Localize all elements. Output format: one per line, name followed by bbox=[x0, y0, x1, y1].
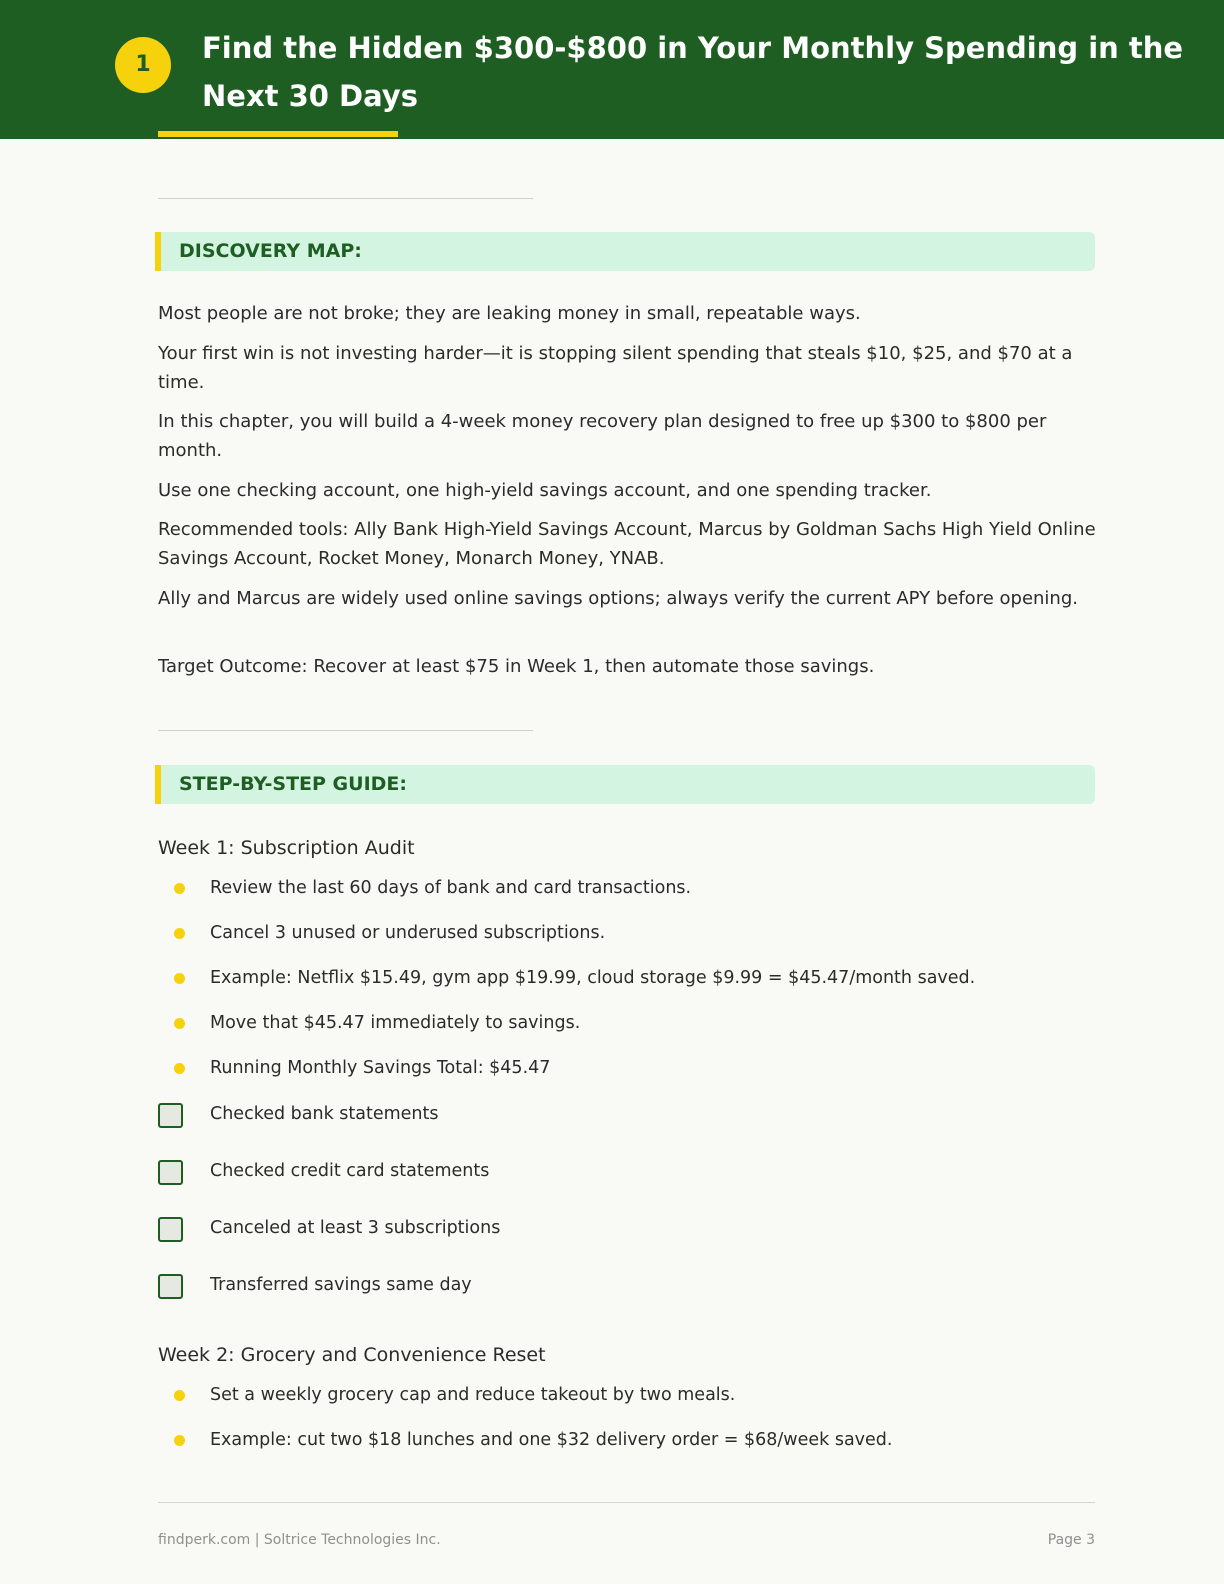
bullet-dot-icon bbox=[174, 1018, 185, 1029]
bullet-dot-icon bbox=[174, 1435, 185, 1446]
footer-company: findperk.com | Soltrice Technologies Inc. bbox=[158, 1532, 441, 1548]
list-item-text: Set a weekly grocery cap and reduce takeout by two meals. bbox=[210, 1385, 736, 1405]
section-divider bbox=[158, 198, 533, 199]
discovery-paragraph: In this chapter, you will build a 4-week money recovery plan designed to free up $300 to $800 per month. bbox=[158, 411, 1047, 461]
list-item-text: Review the last 60 days of bank and card transactions. bbox=[210, 878, 692, 898]
list-item-text: Cancel 3 unused or underused subscriptions. bbox=[210, 923, 606, 943]
discovery-paragraph: Recommended tools: Ally Bank High-Yield Savings Account, Marcus by Goldman Sachs High Yield Online Savings Account, Rocket Money, Monarch Money, YNAB. bbox=[158, 519, 1096, 569]
list-item-text: Example: Netflix $15.49, gym app $19.99, cloud storage $9.99 = $45.47/month saved. bbox=[210, 968, 976, 988]
week-2-title: Week 2: Grocery and Convenience Reset bbox=[158, 1344, 546, 1366]
list-item-text: Running Monthly Savings Total: $45.47 bbox=[210, 1058, 551, 1078]
discovery-paragraph: Use one checking account, one high-yield savings account, and one spending tracker. bbox=[158, 480, 932, 501]
list-item bbox=[174, 919, 1104, 948]
chapter-number-badge: 1 bbox=[115, 37, 171, 93]
list-item bbox=[174, 1381, 1104, 1410]
list-item bbox=[174, 1054, 1104, 1083]
chapter-header bbox=[0, 0, 1224, 139]
target-outcome: Target Outcome: Recover at least $75 in Week 1, then automate those savings. bbox=[158, 656, 875, 677]
footer-divider bbox=[158, 1502, 1095, 1503]
week-1-title: Week 1: Subscription Audit bbox=[158, 837, 415, 859]
list-item bbox=[174, 1009, 1104, 1038]
checklist-label: Transferred savings same day bbox=[210, 1275, 472, 1295]
checkbox[interactable] bbox=[158, 1217, 183, 1242]
step-by-step-heading bbox=[155, 765, 1095, 804]
bullet-dot-icon bbox=[174, 1390, 185, 1401]
checklist-item-credit-card-statements[interactable] bbox=[158, 1157, 858, 1187]
checklist-item-transferred-savings[interactable] bbox=[158, 1271, 858, 1301]
list-item-text: Move that $45.47 immediately to savings. bbox=[210, 1013, 581, 1033]
list-item bbox=[174, 1426, 1104, 1455]
checkbox[interactable] bbox=[158, 1274, 183, 1299]
section-heading-text: STEP-BY-STEP GUIDE: bbox=[179, 773, 407, 795]
page-number: Page 3 bbox=[1047, 1532, 1095, 1548]
checkbox[interactable] bbox=[158, 1160, 183, 1185]
list-item bbox=[174, 874, 1104, 903]
page-title: Find the Hidden $300-$800 in Your Monthly Spending in the Next 30 Days bbox=[202, 31, 1184, 113]
checklist-label: Checked bank statements bbox=[210, 1104, 439, 1124]
discovery-paragraph: Your first win is not investing harder—it is stopping silent spending that steals $10, $25, and $70 at a time. bbox=[158, 343, 1073, 393]
discovery-paragraph: Most people are not broke; they are leaking money in small, repeatable ways. bbox=[158, 303, 861, 324]
list-item-text: Example: cut two $18 lunches and one $32 delivery order = $68/week saved. bbox=[210, 1430, 893, 1450]
section-heading-text: DISCOVERY MAP: bbox=[179, 240, 362, 262]
checkbox[interactable] bbox=[158, 1103, 183, 1128]
section-divider bbox=[158, 730, 533, 731]
checklist-item-canceled-subscriptions[interactable] bbox=[158, 1214, 858, 1244]
bullet-dot-icon bbox=[174, 973, 185, 984]
checklist-label: Canceled at least 3 subscriptions bbox=[210, 1218, 501, 1238]
checklist-label: Checked credit card statements bbox=[210, 1161, 490, 1181]
title-accent-underline bbox=[158, 131, 398, 137]
bullet-dot-icon bbox=[174, 1063, 185, 1074]
bullet-dot-icon bbox=[174, 883, 185, 894]
bullet-dot-icon bbox=[174, 928, 185, 939]
checklist-item-bank-statements[interactable] bbox=[158, 1100, 858, 1130]
discovery-map-heading bbox=[155, 232, 1095, 271]
discovery-paragraph: Ally and Marcus are widely used online savings options; always verify the current APY before opening. bbox=[158, 588, 1078, 609]
list-item bbox=[174, 964, 1104, 993]
